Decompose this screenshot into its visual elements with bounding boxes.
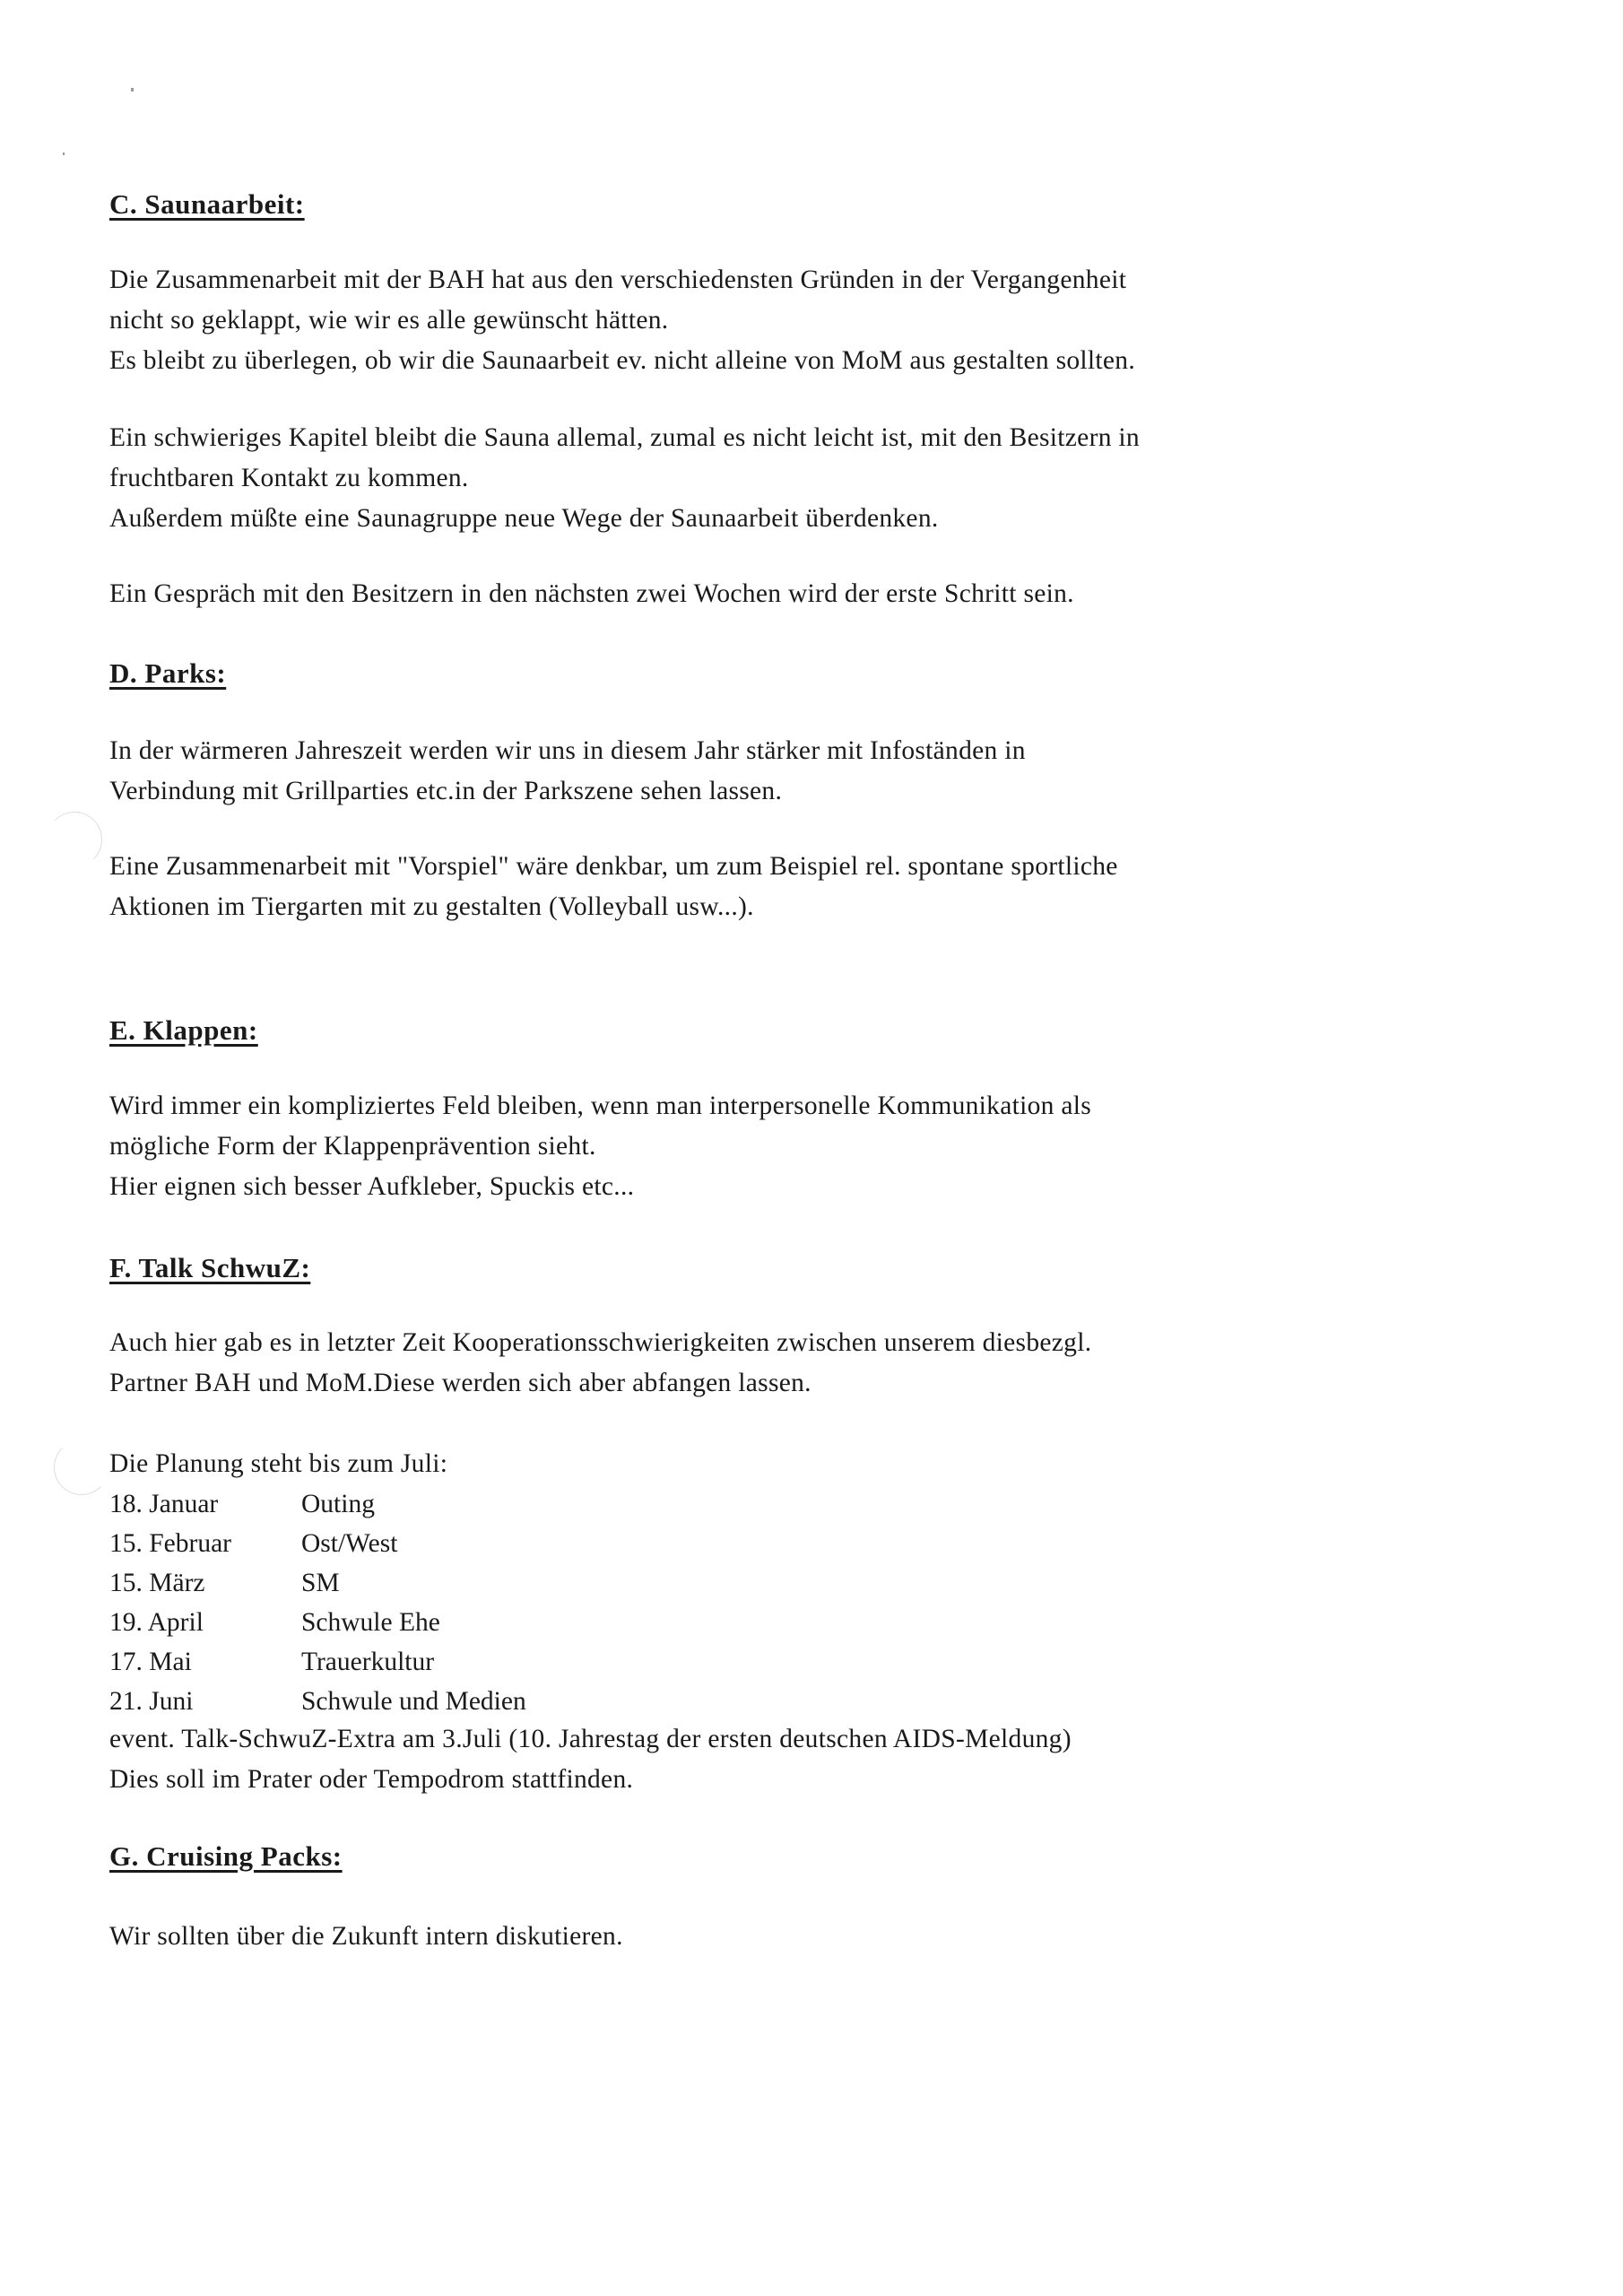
text-line: Es bleibt zu überlegen, ob wir die Saunaarbeit ev. nicht alleine von MoM aus gestalten sollten. [109,346,1136,375]
schedule-row [109,1642,526,1682]
paragraph-saunaarbeit-3 [109,574,1315,614]
text-line: Aktionen im Tiergarten mit zu gestalten (Volleyball usw...). [109,892,754,921]
paragraph-klappen [109,1086,1315,1207]
punch-hole-mark [54,1439,109,1495]
schedule-date: 18. Januar [109,1490,219,1518]
text-line: Die Zusammenarbeit mit der BAH hat aus den verschiedensten Gründen in der Vergangenheit [109,265,1127,294]
text-line: fruchtbaren Kontakt zu kommen. [109,464,469,492]
text-line: Hier eignen sich besser Aufkleber, Spuckis etc... [109,1172,635,1201]
schedule-date: 15. März [109,1569,205,1597]
paragraph-saunaarbeit-1 [109,260,1315,381]
schedule-row [109,1484,526,1524]
section-heading-parks: D. Parks: [109,657,227,689]
paragraph-talk-schwuz [109,1323,1315,1404]
section-heading-klappen: E. Klappen: [109,1014,258,1046]
schedule-row [109,1682,526,1721]
text-line: Wir sollten über die Zukunft intern diskutieren. [109,1922,623,1951]
text-line: Auch hier gab es in letzter Zeit Kooperationsschwierigkeiten zwischen unserem diesbezgl. [109,1328,1092,1357]
paragraph-talk-schwuz-extra [109,1719,1315,1800]
text-line: nicht so geklappt, wie wir es alle gewünscht hätten. [109,306,669,335]
text-line: Außerdem müßte eine Saunagruppe neue Wege der Saunaarbeit überdenken. [109,504,939,533]
text-line: Ein schwieriges Kapitel bleibt die Sauna allemal, zumal es nicht leicht ist, mit den Besitzern in [109,423,1140,452]
text-line: Ein Gespräch mit den Besitzern in den nächsten zwei Wochen wird der erste Schritt sein. [109,579,1074,608]
paragraph-parks-1 [109,731,1315,812]
text-line: Verbindung mit Grillparties etc.in der Parkszene sehen lassen. [109,777,783,805]
punch-hole-mark [47,812,102,867]
plan-intro [109,1444,1315,1484]
text-line: Eine Zusammenarbeit mit "Vorspiel" wäre denkbar, um zum Beispiel rel. spontane sportliche [109,852,1118,881]
text-line: Partner BAH und MoM.Diese werden sich aber abfangen lassen. [109,1369,812,1397]
schedule-topic: Schwule Ehe [301,1608,440,1637]
schedule-row [109,1524,526,1563]
section-heading-talk-schwuz: F. Talk SchwuZ: [109,1252,311,1283]
schedule-date: 21. Juni [109,1687,194,1716]
text-line: Wird immer ein kompliziertes Feld bleiben, wenn man interpersonelle Kommunikation als [109,1091,1092,1120]
text-line: In der wärmeren Jahreszeit werden wir uns in diesem Jahr stärker mit Infoständen in [109,736,1026,765]
section-heading-cruising-packs: G. Cruising Packs: [109,1840,343,1872]
paragraph-cruising-packs [109,1917,1315,1957]
section-heading-saunaarbeit: C. Saunaarbeit: [109,188,305,220]
schedule-date: 15. Februar [109,1529,231,1558]
scan-speck [63,152,65,155]
schedule-row [109,1563,526,1603]
schedule-date: 19. April [109,1608,204,1637]
schedule-topic: Schwule und Medien [301,1687,526,1716]
paragraph-saunaarbeit-2 [109,418,1315,539]
text-line: Dies soll im Prater oder Tempodrom stattfinden. [109,1765,634,1794]
schedule-date: 17. Mai [109,1648,192,1676]
text-line: Die Planung steht bis zum Juli: [109,1449,448,1478]
schedule-row [109,1603,526,1642]
paragraph-parks-2 [109,847,1315,927]
schedule-topic: SM [301,1569,340,1597]
schedule-topic: Ost/West [301,1529,398,1558]
schedule-topic: Outing [301,1490,375,1518]
text-line: event. Talk-SchwuZ-Extra am 3.Juli (10. Jahrestag der ersten deutschen AIDS-Meldung) [109,1725,1072,1753]
text-line: mögliche Form der Klappenprävention sieht. [109,1132,596,1161]
schedule-list [109,1484,526,1721]
schedule-topic: Trauerkultur [301,1648,435,1676]
scan-speck [131,88,134,91]
